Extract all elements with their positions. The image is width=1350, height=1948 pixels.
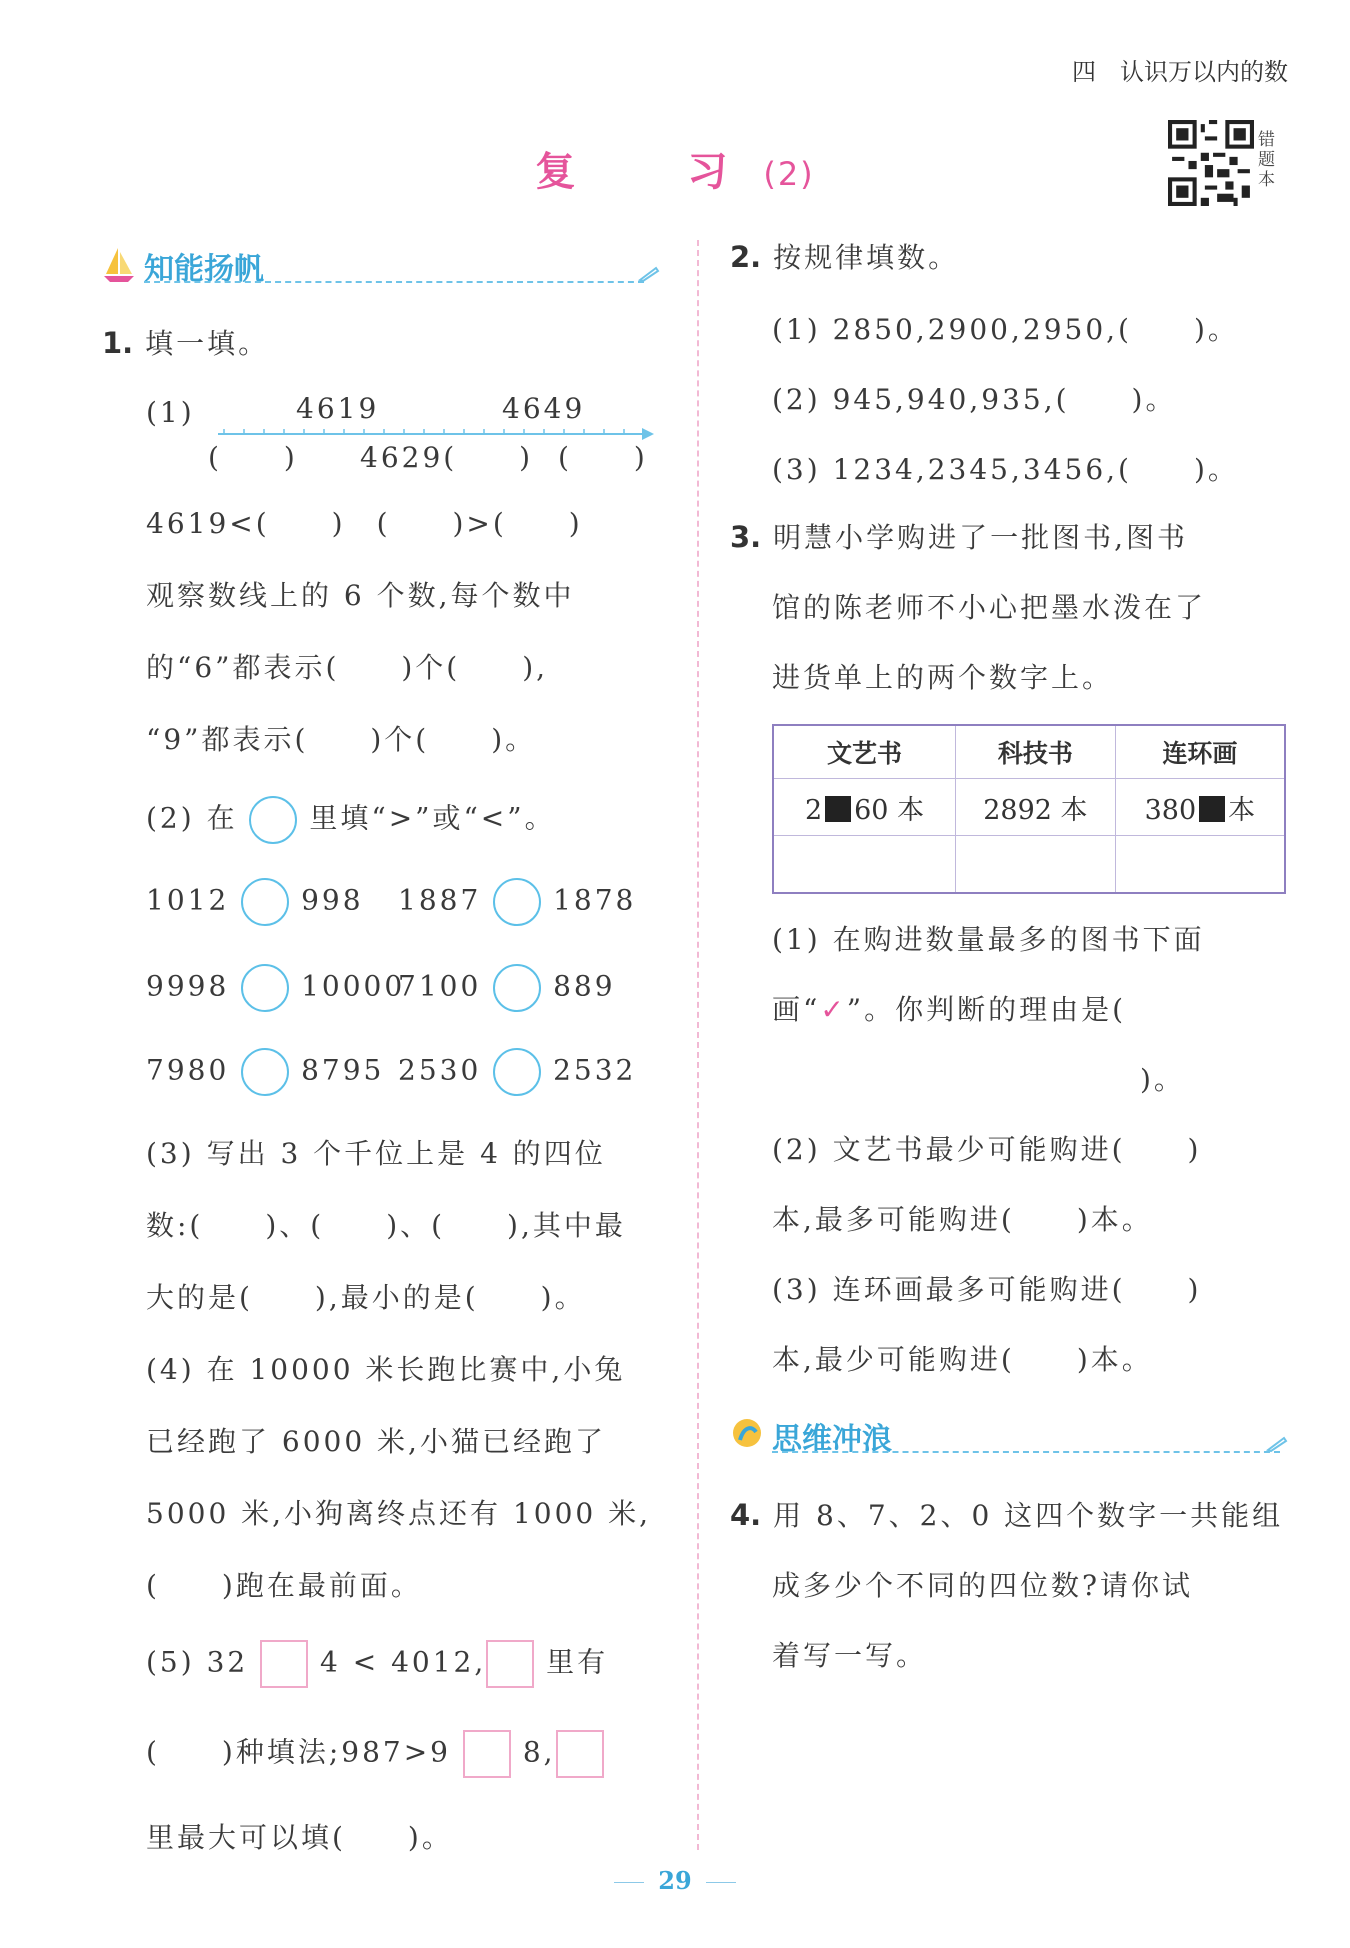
sailboat-icon (102, 244, 136, 284)
page-number-text: 29 (658, 1866, 692, 1895)
q3-sub1-a: (1) 在购进数量最多的图书下面 (772, 923, 1205, 956)
q4-line-2: 成多少个不同的四位数?请你试 (772, 1569, 1194, 1602)
qr-label: 错题本 (1258, 130, 1275, 190)
q1-line-a: 观察数线上的 6 个数,每个数中 (146, 579, 575, 612)
compare-row-3b (398, 1048, 636, 1096)
q1-compare-line[interactable]: 4619<( ) ( )>( ) (146, 507, 583, 540)
table-row (773, 779, 1285, 836)
q4-number: 4. (730, 1498, 762, 1532)
digit-box[interactable] (556, 1730, 604, 1778)
q1-text: 填一填。 (145, 327, 270, 360)
chapter-title: 四 认识万以内的数 (1072, 58, 1288, 86)
purchase-table (772, 724, 1286, 894)
page-number-rule (706, 1882, 736, 1883)
compare-row-3 (146, 1048, 384, 1096)
q1-part5-a1: (5) 32 (146, 1645, 249, 1679)
q3-sub1-c: )。 (1140, 1063, 1185, 1096)
cell-digit: 2 (804, 794, 823, 826)
compare-left: 1012 (146, 883, 230, 917)
compare-right: 8795 (301, 1053, 385, 1087)
q1-part5-c[interactable]: 里最大可以填( )。 (146, 1821, 453, 1854)
q4-line-3: 着写一写。 (772, 1639, 928, 1672)
q2-line-1[interactable]: (1) 2850,2900,2950,( )。 (772, 313, 1239, 346)
compare-right: 1878 (553, 883, 637, 917)
numberline-label-4649: 4649 (502, 392, 586, 425)
table-row-check (773, 836, 1285, 894)
compare-left: 7980 (146, 1053, 230, 1087)
section-underline-2 (772, 1451, 1280, 1453)
compare-right: 889 (553, 969, 616, 1003)
column-divider (697, 240, 699, 1850)
numberline-blank-1[interactable]: ( ) (208, 441, 298, 474)
lesson-title-main: 复 习 (535, 149, 764, 195)
q1-part2 (146, 796, 556, 844)
qr-code-icon[interactable] (1168, 120, 1254, 206)
table-cell-science: 2892 本 (956, 779, 1116, 836)
q1-part5-a2: 4 < 4012, (320, 1645, 487, 1679)
q2-text: 按规律填数。 (773, 241, 960, 274)
q1-part2-suffix: 里填“>”或“<”。 (309, 801, 556, 835)
q1-part4-c: 5000 米,小狗离终点还有 1000 米, (146, 1497, 652, 1530)
compare-circle[interactable] (241, 964, 289, 1012)
q2-number: 2. (730, 240, 762, 274)
q2-line-3[interactable]: (3) 1234,2345,3456,( )。 (772, 453, 1239, 486)
tick-icon: ✓ (820, 993, 847, 1026)
pencil-icon (1266, 1434, 1288, 1452)
q1-part4-a: (4) 在 10000 米长跑比赛中,小兔 (146, 1353, 626, 1386)
section-header-1: 知能扬帆 (144, 252, 264, 287)
check-cell[interactable] (956, 836, 1116, 894)
q1-number: 1. (102, 326, 134, 360)
table-header: 连环画 (1115, 725, 1285, 779)
lesson-title (0, 140, 1350, 197)
check-cell[interactable] (1115, 836, 1285, 894)
table-cell-literature (773, 779, 956, 836)
compare-circle[interactable] (493, 878, 541, 926)
cell-digit: 380 (1144, 794, 1197, 826)
check-cell[interactable] (773, 836, 956, 894)
compare-right: 2532 (553, 1053, 637, 1087)
q1-part5-a3: 里有 (546, 1645, 609, 1679)
section-underline-1 (144, 281, 644, 283)
table-cell-comics (1115, 779, 1285, 836)
compare-left: 1887 (398, 883, 482, 917)
q3-sub1-b1: 画“ (772, 993, 821, 1026)
compare-circle[interactable] (241, 1048, 289, 1096)
q1-part2-prefix: (2) 在 (146, 801, 238, 835)
table-header-row (773, 725, 1285, 779)
page-number-rule (614, 1882, 644, 1883)
q3-line-2: 馆的陈老师不小心把墨水泼在了 (772, 591, 1207, 624)
page-number (0, 1866, 1350, 1895)
numberline-label-4619: 4619 (296, 392, 380, 425)
q1-part5-a (146, 1640, 608, 1688)
compare-row-2 (146, 964, 405, 1012)
q3-number: 3. (730, 520, 762, 554)
compare-row-1b (398, 878, 636, 926)
compare-left: 9998 (146, 969, 230, 1003)
q1-part3-b[interactable]: 数:( )、( )、( ),其中最 (146, 1209, 626, 1242)
q3-sub2-a[interactable]: (2) 文艺书最少可能购进( ) (772, 1133, 1202, 1166)
compare-left: 7100 (398, 969, 482, 1003)
q1-part4-d[interactable]: ( )跑在最前面。 (146, 1569, 422, 1602)
digit-box[interactable] (463, 1730, 511, 1778)
table-header: 科技书 (956, 725, 1116, 779)
compare-row-2b (398, 964, 616, 1012)
cell-digit: 60 本 (854, 794, 925, 826)
q1-line-c[interactable]: “9”都表示( )个( )。 (146, 723, 537, 756)
numberline-blank-3[interactable]: ( ) (558, 441, 648, 474)
pencil-icon (638, 264, 660, 282)
table-header: 文艺书 (773, 725, 956, 779)
section-header-2: 思维冲浪 (772, 1422, 892, 1457)
ink-blot (825, 796, 851, 822)
compare-left: 2530 (398, 1053, 482, 1087)
compare-circle[interactable] (493, 964, 541, 1012)
compare-right: 998 (301, 883, 364, 917)
digit-box[interactable] (260, 1640, 308, 1688)
compare-circle[interactable] (493, 1048, 541, 1096)
compare-row-1 (146, 878, 364, 926)
q1-part3-c[interactable]: 大的是( ),最小的是( )。 (146, 1281, 586, 1314)
q4-line-1: 用 8、7、2、0 这四个数字一共能组 (773, 1499, 1284, 1532)
q3-sub3-b[interactable]: 本,最少可能购进( )本。 (772, 1343, 1153, 1376)
q3-sub3-a[interactable]: (3) 连环画最多可能购进( ) (772, 1273, 1202, 1306)
compare-circle-example (249, 796, 297, 844)
q1-line-b[interactable]: 的“6”都表示( )个( ), (146, 651, 549, 684)
q3-sub1-b (772, 988, 1126, 1028)
digit-box[interactable] (486, 1640, 534, 1688)
q3-line-3: 进货单上的两个数字上。 (772, 661, 1114, 694)
numberline-label-4629[interactable]: 4629( ) (360, 441, 534, 474)
q2-line-2[interactable]: (2) 945,940,935,( )。 (772, 383, 1177, 416)
compare-circle[interactable] (241, 878, 289, 926)
q1-part5-b2: 8, (522, 1735, 556, 1769)
cell-digit: 本 (1228, 794, 1256, 826)
ink-blot (1199, 796, 1225, 822)
wave-icon (730, 1416, 764, 1450)
q3-line-1: 明慧小学购进了一批图书,图书 (773, 521, 1189, 554)
compare-right: 10000 (301, 969, 406, 1003)
q3-sub2-b[interactable]: 本,最多可能购进( )本。 (772, 1203, 1153, 1236)
q3-sub1-b2[interactable]: ”。你判断的理由是( (846, 993, 1127, 1026)
q1-part4-b: 已经跑了 6000 米,小猫已经跑了 (146, 1425, 606, 1458)
q1-part3-a: (3) 写出 3 个千位上是 4 的四位 (146, 1137, 606, 1170)
q1-part5-b (146, 1730, 604, 1778)
q1-part5-b1[interactable]: ( )种填法;987>9 (146, 1735, 452, 1769)
lesson-title-number: (2) (763, 155, 815, 193)
q1-part1-label: (1) (146, 396, 195, 429)
